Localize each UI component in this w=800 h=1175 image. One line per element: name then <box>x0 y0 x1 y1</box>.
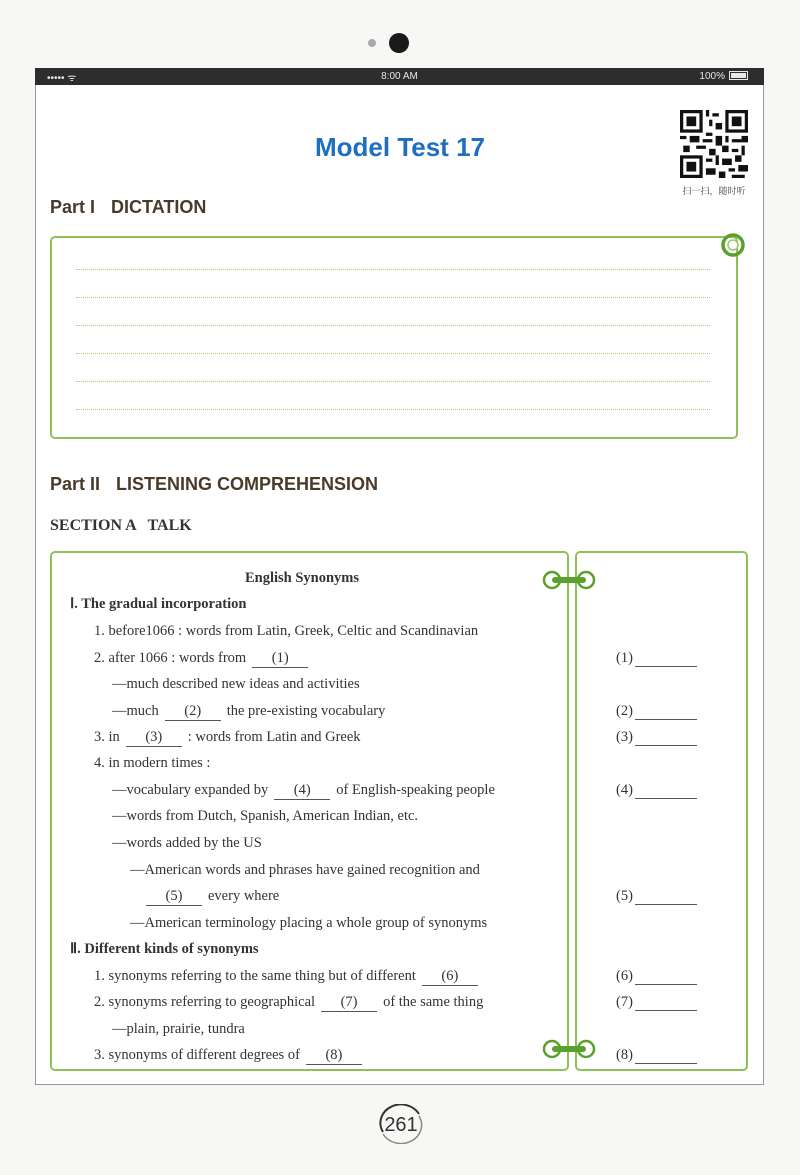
outline-heading: English Synonyms <box>244 570 360 586</box>
outline-line: 2. synonyms referring to geographical (7) of the same thing <box>94 994 484 1010</box>
dictation-line[interactable] <box>76 409 710 410</box>
answer-slot[interactable]: (4) <box>616 782 697 799</box>
blank-8[interactable]: (8) <box>306 1047 362 1065</box>
blank-1[interactable]: (1) <box>252 650 308 668</box>
blank-2[interactable]: (2) <box>165 703 221 721</box>
outline-line: —words from Dutch, Spanish, American Indian, etc. <box>112 808 419 824</box>
outline-line: —plain, prairie, tundra <box>112 1021 245 1037</box>
status-time: 8:00 AM <box>381 71 418 82</box>
page-number-text: 261 <box>384 1114 418 1136</box>
blank-6[interactable]: (6) <box>422 968 478 986</box>
signal-icon: ••••• ᯤ <box>47 73 77 84</box>
outline-line: 3. in (3) : words from Latin and Greek <box>94 729 361 745</box>
outline-line: (5) every where <box>140 888 279 906</box>
ring-binder-icon <box>716 230 750 260</box>
part2-heading <box>50 474 378 495</box>
section-a-heading: SECTION A TALK <box>50 517 192 534</box>
part1-number: Part I <box>50 197 96 217</box>
answer-slot[interactable]: (7) <box>616 994 697 1011</box>
answer-slot[interactable]: (6) <box>616 968 697 985</box>
outline-line: Ⅱ. Different kinds of synonyms <box>70 941 259 957</box>
status-bar <box>35 68 764 85</box>
answer-slot[interactable]: (8) <box>616 1047 697 1064</box>
outline-line: —much described new ideas and activities <box>112 676 360 692</box>
battery-icon <box>729 71 748 80</box>
answer-slot[interactable]: (5) <box>616 888 697 905</box>
qr-code-icon[interactable] <box>680 110 748 178</box>
blank-5[interactable]: (5) <box>146 888 202 906</box>
camera-dot <box>389 33 409 53</box>
outline-line: 2. after 1066 : words from (1) <box>94 650 314 668</box>
page-number <box>375 1104 427 1144</box>
answer-slot[interactable]: (2) <box>616 703 697 720</box>
outline-line: —American words and phrases have gained recognition and <box>130 862 480 878</box>
blank-3[interactable]: (3) <box>126 729 182 747</box>
outline-line: 4. in modern times : <box>94 755 211 771</box>
part2-number: Part II <box>50 474 101 494</box>
battery-percent: 100% <box>699 71 725 82</box>
answer-box <box>575 551 748 1071</box>
outline-line: —vocabulary expanded by (4) of English-speaking people <box>112 782 495 798</box>
outline-line: —much (2) the pre-existing vocabulary <box>112 703 386 719</box>
battery-status <box>699 71 748 82</box>
outline-line: Ⅰ. The gradual incorporation <box>70 596 247 612</box>
dictation-line[interactable] <box>76 381 710 382</box>
page-title: Model Test 17 <box>314 132 485 162</box>
blank-4[interactable]: (4) <box>274 782 330 800</box>
outline-line: 1. before1066 : words from Latin, Greek, Celtic and Scandinavian <box>94 623 479 639</box>
outline-line: 3. synonyms of different degrees of (8) <box>94 1047 368 1065</box>
answer-slot[interactable]: (3) <box>616 729 697 746</box>
dictation-line[interactable] <box>76 269 710 270</box>
camera-dot-small <box>368 39 376 47</box>
part2-title: LISTENING COMPREHENSION <box>116 474 379 494</box>
qr-caption: 扫一扫，随时听 <box>682 186 746 196</box>
dictation-line[interactable] <box>76 353 710 354</box>
part1-title: DICTATION <box>111 197 207 217</box>
dictation-line[interactable] <box>76 297 710 298</box>
ring-connector-icon <box>538 1036 600 1062</box>
answer-slot[interactable]: (1) <box>616 650 697 667</box>
dictation-line[interactable] <box>76 325 710 326</box>
outline-line: —words added by the US <box>112 835 262 851</box>
outline-line: 1. synonyms referring to the same thing but of different (6) <box>94 968 484 986</box>
outline-line: —American terminology placing a whole group of synonyms <box>130 915 488 931</box>
blank-7[interactable]: (7) <box>321 994 377 1012</box>
part1-heading <box>50 197 206 218</box>
